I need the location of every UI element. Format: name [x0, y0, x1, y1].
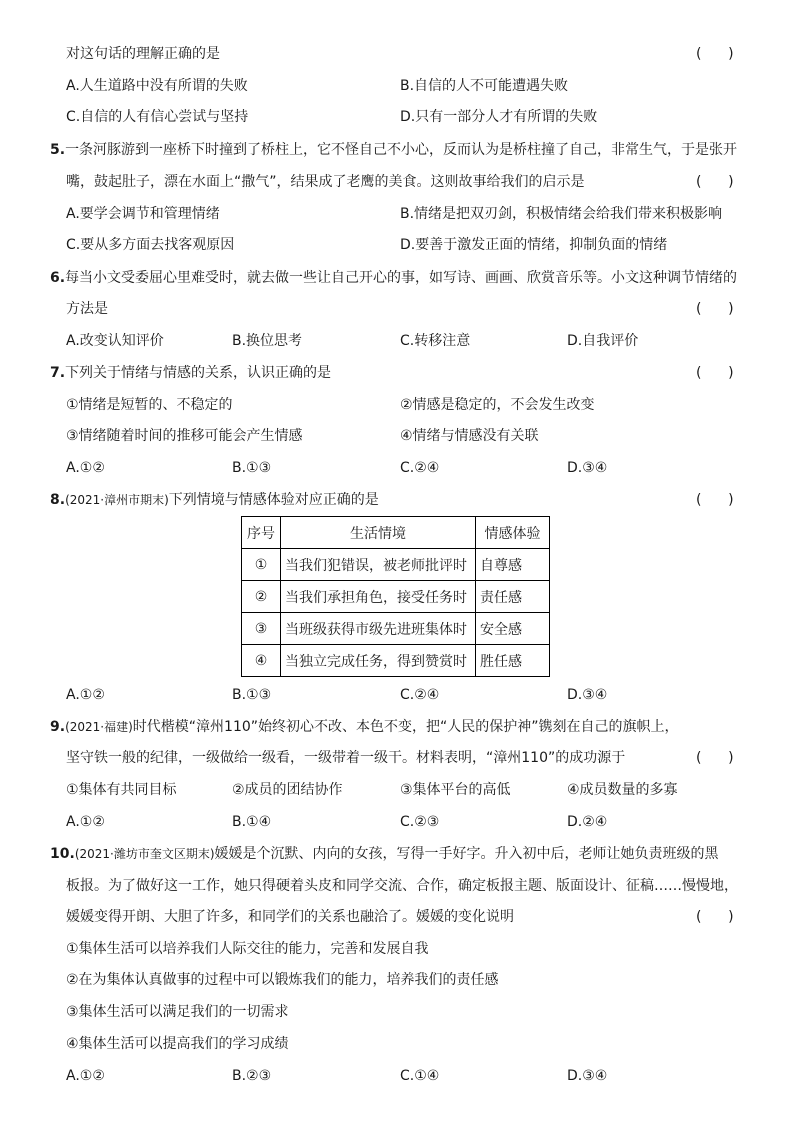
q8-stem: [50, 490, 379, 510]
q5-option-b: B.情绪是把双刃剑，积极情绪会给我们带来积极影响: [400, 206, 723, 222]
q7-item-3: ③情绪随着时间的推移可能会产生情感: [66, 428, 303, 444]
q4-stem: 对这句话的理解正确的是: [66, 46, 220, 62]
answer-blank: ( ): [696, 301, 734, 317]
q7-option-b: B.①③: [232, 460, 272, 476]
table-cell: 自尊感: [476, 549, 550, 581]
q7-item-1: ①情绪是短暂的、不稳定的: [66, 397, 233, 413]
table-cell: 当独立完成任务，得到赞赏时: [281, 645, 476, 677]
table-header: 序号: [242, 517, 281, 549]
table-cell: 胜任感: [476, 645, 550, 677]
table-cell: 当我们承担角色，接受任务时: [281, 581, 476, 613]
q10-option-a: A.①②: [66, 1068, 105, 1084]
q9-option-d: D.②④: [567, 814, 608, 830]
q10-number: 10.: [50, 846, 75, 862]
q10-source: (2021·潍坊市奎文区期末): [74, 847, 215, 861]
table-cell: ①: [242, 549, 281, 581]
q6-number: 6.: [50, 270, 66, 286]
q9-item-4: ④成员数量的多寡: [567, 782, 678, 798]
q9-item-2: ②成员的团结协作: [232, 782, 343, 798]
q10-item-2: ②在为集体认真做事的过程中可以锻炼我们的能力，培养我们的责任感: [66, 972, 499, 988]
table-row: [242, 613, 550, 645]
q8-option-c: C.②④: [400, 687, 440, 703]
table-cell: ②: [242, 581, 281, 613]
q10-item-1: ①集体生活可以培养我们人际交往的能力，完善和发展自我: [66, 941, 429, 957]
q6-option-a: A.改变认知评价: [66, 333, 164, 349]
table-header-row: [242, 517, 550, 549]
q6-stem-line1: [50, 268, 737, 288]
q9-stem-line2: 坚守铁一般的纪律，一级做给一级看，一级带着一级干。材料表明，“漳州110”的成功源于: [66, 750, 626, 766]
q10-stem-line2: 板报。为了做好这一工作，她只得硬着头皮和同学交流、合作，确定板报主题、版面设计、征稿……慢慢地，: [66, 878, 738, 894]
q10-option-b: B.②③: [232, 1068, 272, 1084]
q7-stem: [50, 363, 331, 383]
q7-text: 下列关于情绪与情感的关系，认识正确的是: [65, 365, 332, 381]
q9-item-1: ①集体有共同目标: [66, 782, 177, 798]
answer-blank: ( ): [696, 365, 734, 381]
q5-option-c: C.要从多方面去找客观原因: [66, 237, 235, 253]
q9-option-c: C.②③: [400, 814, 440, 830]
q9-text: 时代楷模“漳州110”始终初心不改、本色不变，把“人民的保护神”镌刻在自己的旗帜上，: [132, 719, 679, 735]
q9-stem-line1: [50, 717, 679, 737]
q10-text: 媛媛是个沉默、内向的女孩，写得一手好字。升入初中后，老师让她负责班级的黑: [214, 846, 719, 862]
answer-blank: ( ): [696, 909, 734, 925]
table-header: 生活情境: [281, 517, 476, 549]
q10-item-3: ③集体生活可以满足我们的一切需求: [66, 1004, 289, 1020]
q9-item-3: ③集体平台的高低: [400, 782, 511, 798]
table-cell: 责任感: [476, 581, 550, 613]
q10-item-4: ④集体生活可以提高我们的学习成绩: [66, 1036, 289, 1052]
q4-option-c: C.自信的人有信心尝试与坚持: [66, 109, 249, 125]
answer-blank: ( ): [696, 492, 734, 508]
answer-blank: ( ): [696, 174, 734, 190]
q8-source: (2021·漳州市期末): [65, 493, 169, 507]
q5-stem-line2: 嘴，鼓起肚子，漂在水面上“撒气”，结果成了老鹰的美食。这则故事给我们的启示是: [66, 174, 585, 190]
q9-source: (2021·福建): [65, 720, 133, 734]
q8-option-d: D.③④: [567, 687, 608, 703]
q10-option-c: C.①④: [400, 1068, 440, 1084]
q8-text: 下列情境与情感体验对应正确的是: [168, 492, 379, 508]
q5-text: 一条河豚游到一座桥下时撞到了桥柱上，它不怪自己不小心，反而认为是桥柱撞了自己，非常生气，于是张开: [65, 142, 738, 158]
table-cell: 安全感: [476, 613, 550, 645]
q7-option-c: C.②④: [400, 460, 440, 476]
q4-option-b: B.自信的人不可能遭遇失败: [400, 78, 569, 94]
q10-stem-line1: [50, 844, 719, 864]
q8-option-b: B.①③: [232, 687, 272, 703]
q5-option-a: A.要学会调节和管理情绪: [66, 206, 220, 222]
q10-option-d: D.③④: [567, 1068, 608, 1084]
q6-option-c: C.转移注意: [400, 333, 471, 349]
table-cell: ③: [242, 613, 281, 645]
situation-emotion-table: [241, 516, 550, 677]
q7-number: 7.: [50, 365, 66, 381]
q6-option-b: B.换位思考: [232, 333, 303, 349]
table-header: 情感体验: [476, 517, 550, 549]
q10-stem-line3: 媛媛变得开朗、大胆了许多，和同学们的关系也融洽了。媛媛的变化说明: [66, 909, 514, 925]
answer-blank: ( ): [696, 750, 734, 766]
q5-stem-line1: [50, 140, 737, 160]
table-row: [242, 549, 550, 581]
q6-text: 每当小文受委屈心里难受时，就去做一些让自己开心的事，如写诗、画画、欣赏音乐等。小文这种调节情绪的: [65, 270, 738, 286]
q9-option-a: A.①②: [66, 814, 105, 830]
q7-option-d: D.③④: [567, 460, 608, 476]
q7-option-a: A.①②: [66, 460, 105, 476]
table-cell: 当班级获得市级先进班集体时: [281, 613, 476, 645]
table-cell: 当我们犯错误，被老师批评时: [281, 549, 476, 581]
q9-option-b: B.①④: [232, 814, 272, 830]
q8-option-a: A.①②: [66, 687, 105, 703]
q6-option-d: D.自我评价: [567, 333, 639, 349]
q9-number: 9.: [50, 719, 66, 735]
table-row: [242, 581, 550, 613]
table-row: [242, 645, 550, 677]
q4-option-a: A.人生道路中没有所谓的失败: [66, 78, 248, 94]
q7-item-4: ④情绪与情感没有关联: [400, 428, 539, 444]
q6-stem-line2: 方法是: [66, 301, 108, 317]
q7-item-2: ②情感是稳定的，不会发生改变: [400, 397, 595, 413]
q8-number: 8.: [50, 492, 66, 508]
q5-option-d: D.要善于激发正面的情绪，抑制负面的情绪: [400, 237, 668, 253]
q4-option-d: D.只有一部分人才有所谓的失败: [400, 109, 598, 125]
answer-blank: ( ): [696, 46, 734, 62]
table-cell: ④: [242, 645, 281, 677]
q5-number: 5.: [50, 142, 66, 158]
